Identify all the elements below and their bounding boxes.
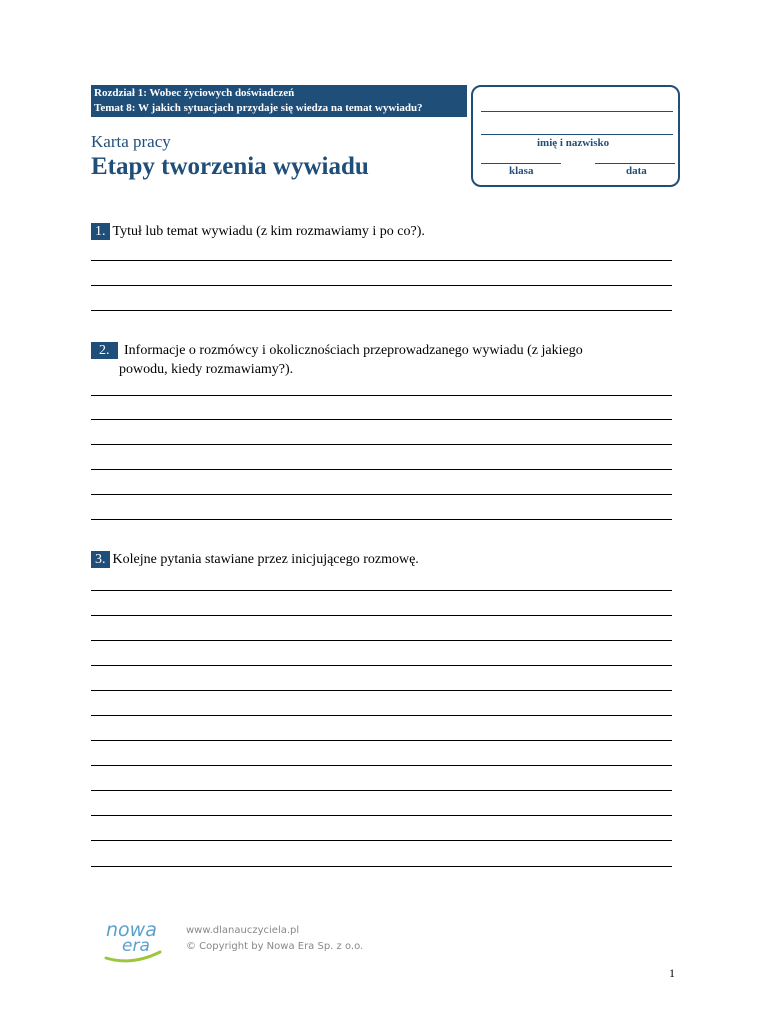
answer-line[interactable] [91,494,672,495]
date-line[interactable] [595,163,675,164]
answer-line[interactable] [91,866,672,867]
task-2 [91,341,676,379]
answer-line[interactable] [91,815,672,816]
task-2-text-line2: powodu, kiedy rozmawiamy?). [119,362,294,377]
answer-line[interactable] [91,419,672,420]
name-label: imię i nazwisko [537,137,610,149]
answer-line[interactable] [91,519,672,520]
page-number: 1 [669,966,675,980]
chapter-header-bar [91,85,467,117]
answer-line[interactable] [91,285,672,286]
topic-title: Temat 8: W jakich sytuacjach przydaje się wiedza na temat wywiadu? [94,102,423,114]
date-label: data [626,165,647,177]
name-line-1[interactable] [481,111,673,112]
answer-line[interactable] [91,469,672,470]
task-3-number: 3. [91,551,110,568]
logo-word-era: era [122,936,150,956]
class-line[interactable] [481,163,561,164]
answer-line[interactable] [91,310,672,311]
task-3 [91,550,419,569]
worksheet-title: Etapy tworzenia wywiadu [91,153,369,180]
nowa-era-logo [104,918,168,964]
worksheet-label: Karta pracy [91,132,171,151]
answer-line[interactable] [91,690,672,691]
answer-line[interactable] [91,790,672,791]
student-info-box [471,85,680,187]
footer-text [186,923,363,955]
chapter-title: Rozdział 1: Wobec życiowych doświadczeń [94,87,295,99]
name-line-2[interactable] [481,134,673,135]
answer-line[interactable] [91,665,672,666]
answer-line[interactable] [91,715,672,716]
class-label: klasa [509,165,534,177]
task-2-text-line1: Informacje o rozmówcy i okolicznościach przeprowadzanego wywiadu (z jakiego [124,343,583,358]
answer-line[interactable] [91,840,672,841]
answer-line[interactable] [91,615,672,616]
task-1-number: 1. [91,223,110,240]
copyright-notice: © Copyright by Nowa Era Sp. z o.o. [186,941,364,952]
answer-line[interactable] [91,765,672,766]
answer-line[interactable] [91,260,672,261]
task-3-text: Kolejne pytania stawiane przez inicjującego rozmowę. [112,552,419,567]
task-1 [91,222,425,241]
logo-word-nowa: nowa [106,919,157,941]
answer-line[interactable] [91,640,672,641]
task-1-text: Tytuł lub temat wywiadu (z kim rozmawiamy i po co?). [112,224,425,239]
answer-line[interactable] [91,444,672,445]
answer-line[interactable] [91,590,672,591]
website-link[interactable]: www.dlanauczyciela.pl [186,925,300,936]
task-2-number: 2. [91,342,118,359]
answer-line[interactable] [91,740,672,741]
answer-line[interactable] [91,395,672,396]
